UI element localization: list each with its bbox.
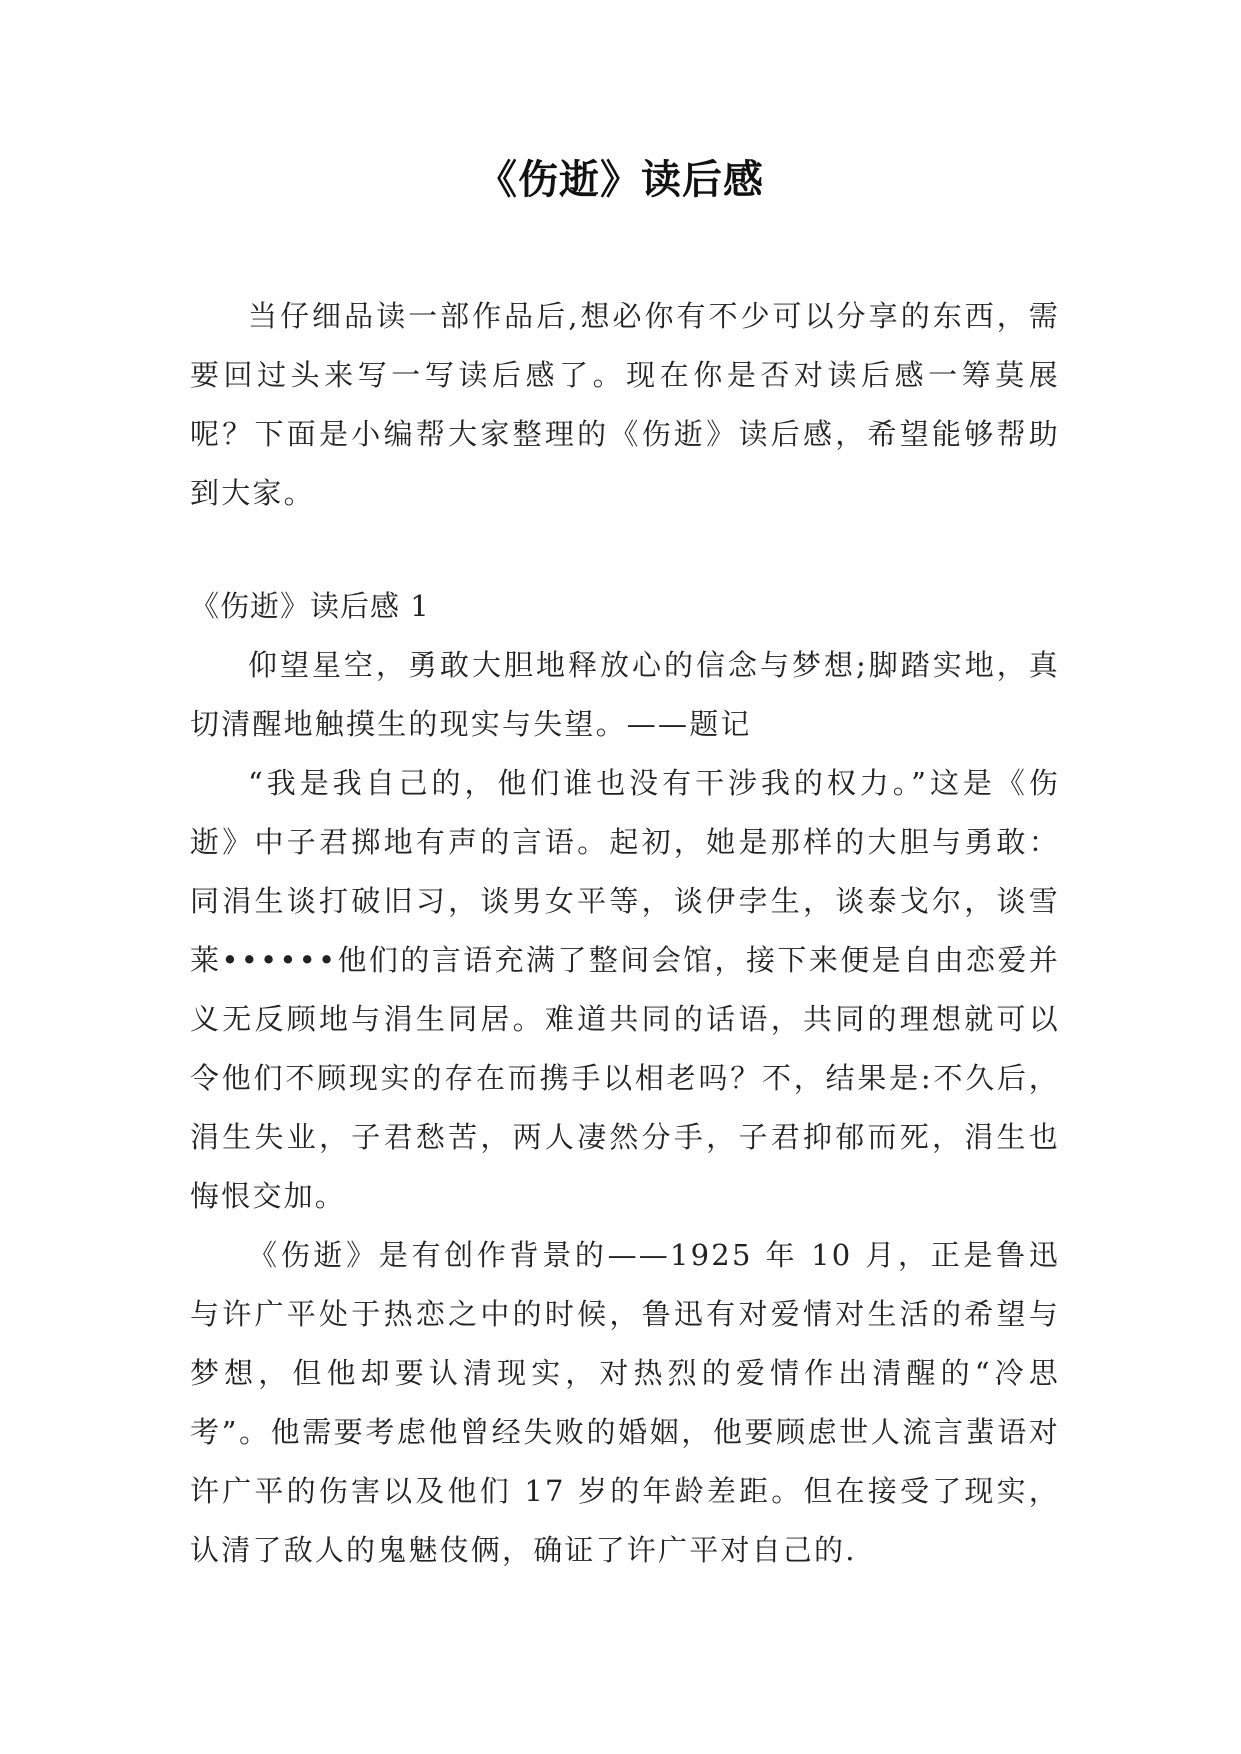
paragraph-2: “我是我自己的，他们谁也没有干涉我的权力。”这是《伤逝》中子君掷地有声的言语。起初，她是那样的大胆与勇敢：同涓生谈打破旧习，谈男女平等，谈伊孛生，谈泰戈尔，谈雪莱••••••他们的言语充满了整间会馆，接下来便是自由恋爱并义无反顾地与涓生同居。难道共同的话语，共同的理想就可以令他们不顾现实的存在而携手以相老吗？不，结果是:不久后，涓生失业，子君愁苦，两人凄然分手，子君抑郁而死，涓生也悔恨交加。	[190, 766, 1060, 1213]
paragraph-1: 仰望星空，勇敢大胆地释放心的信念与梦想;脚踏实地，真切清醒地触摸生的现实与失望。——题记	[190, 648, 1060, 741]
document-title: 《伤逝》读后感	[477, 157, 764, 203]
section-1	[190, 577, 1060, 1580]
intro-paragraph: 当仔细品读一部作品后,想必你有不少可以分享的东西，需要回过头来写一写读后感了。现在你是否对读后感一筹莫展呢？下面是小编帮大家整理的《伤逝》读后感，希望能够帮助到大家。	[190, 299, 1060, 510]
intro-block	[190, 287, 1060, 523]
paragraph-3: 《伤逝》是有创作背景的——1925 年 10 月，正是鲁迅与许广平处于热恋之中的时候，鲁迅有对爱情对生活的希望与梦想，但他却要认清现实，对热烈的爱情作出清醒的“冷思考”。他需要考虑他曾经失败的婚姻，他要顾虑世人流言蜚语对许广平的伤害以及他们 17 岁的年龄差距。但在接受了现实，认清了敌人的鬼魅伎俩，确证了许广平对自己的.	[190, 1238, 1060, 1567]
section-heading: 《伤逝》读后感 1	[190, 589, 430, 623]
